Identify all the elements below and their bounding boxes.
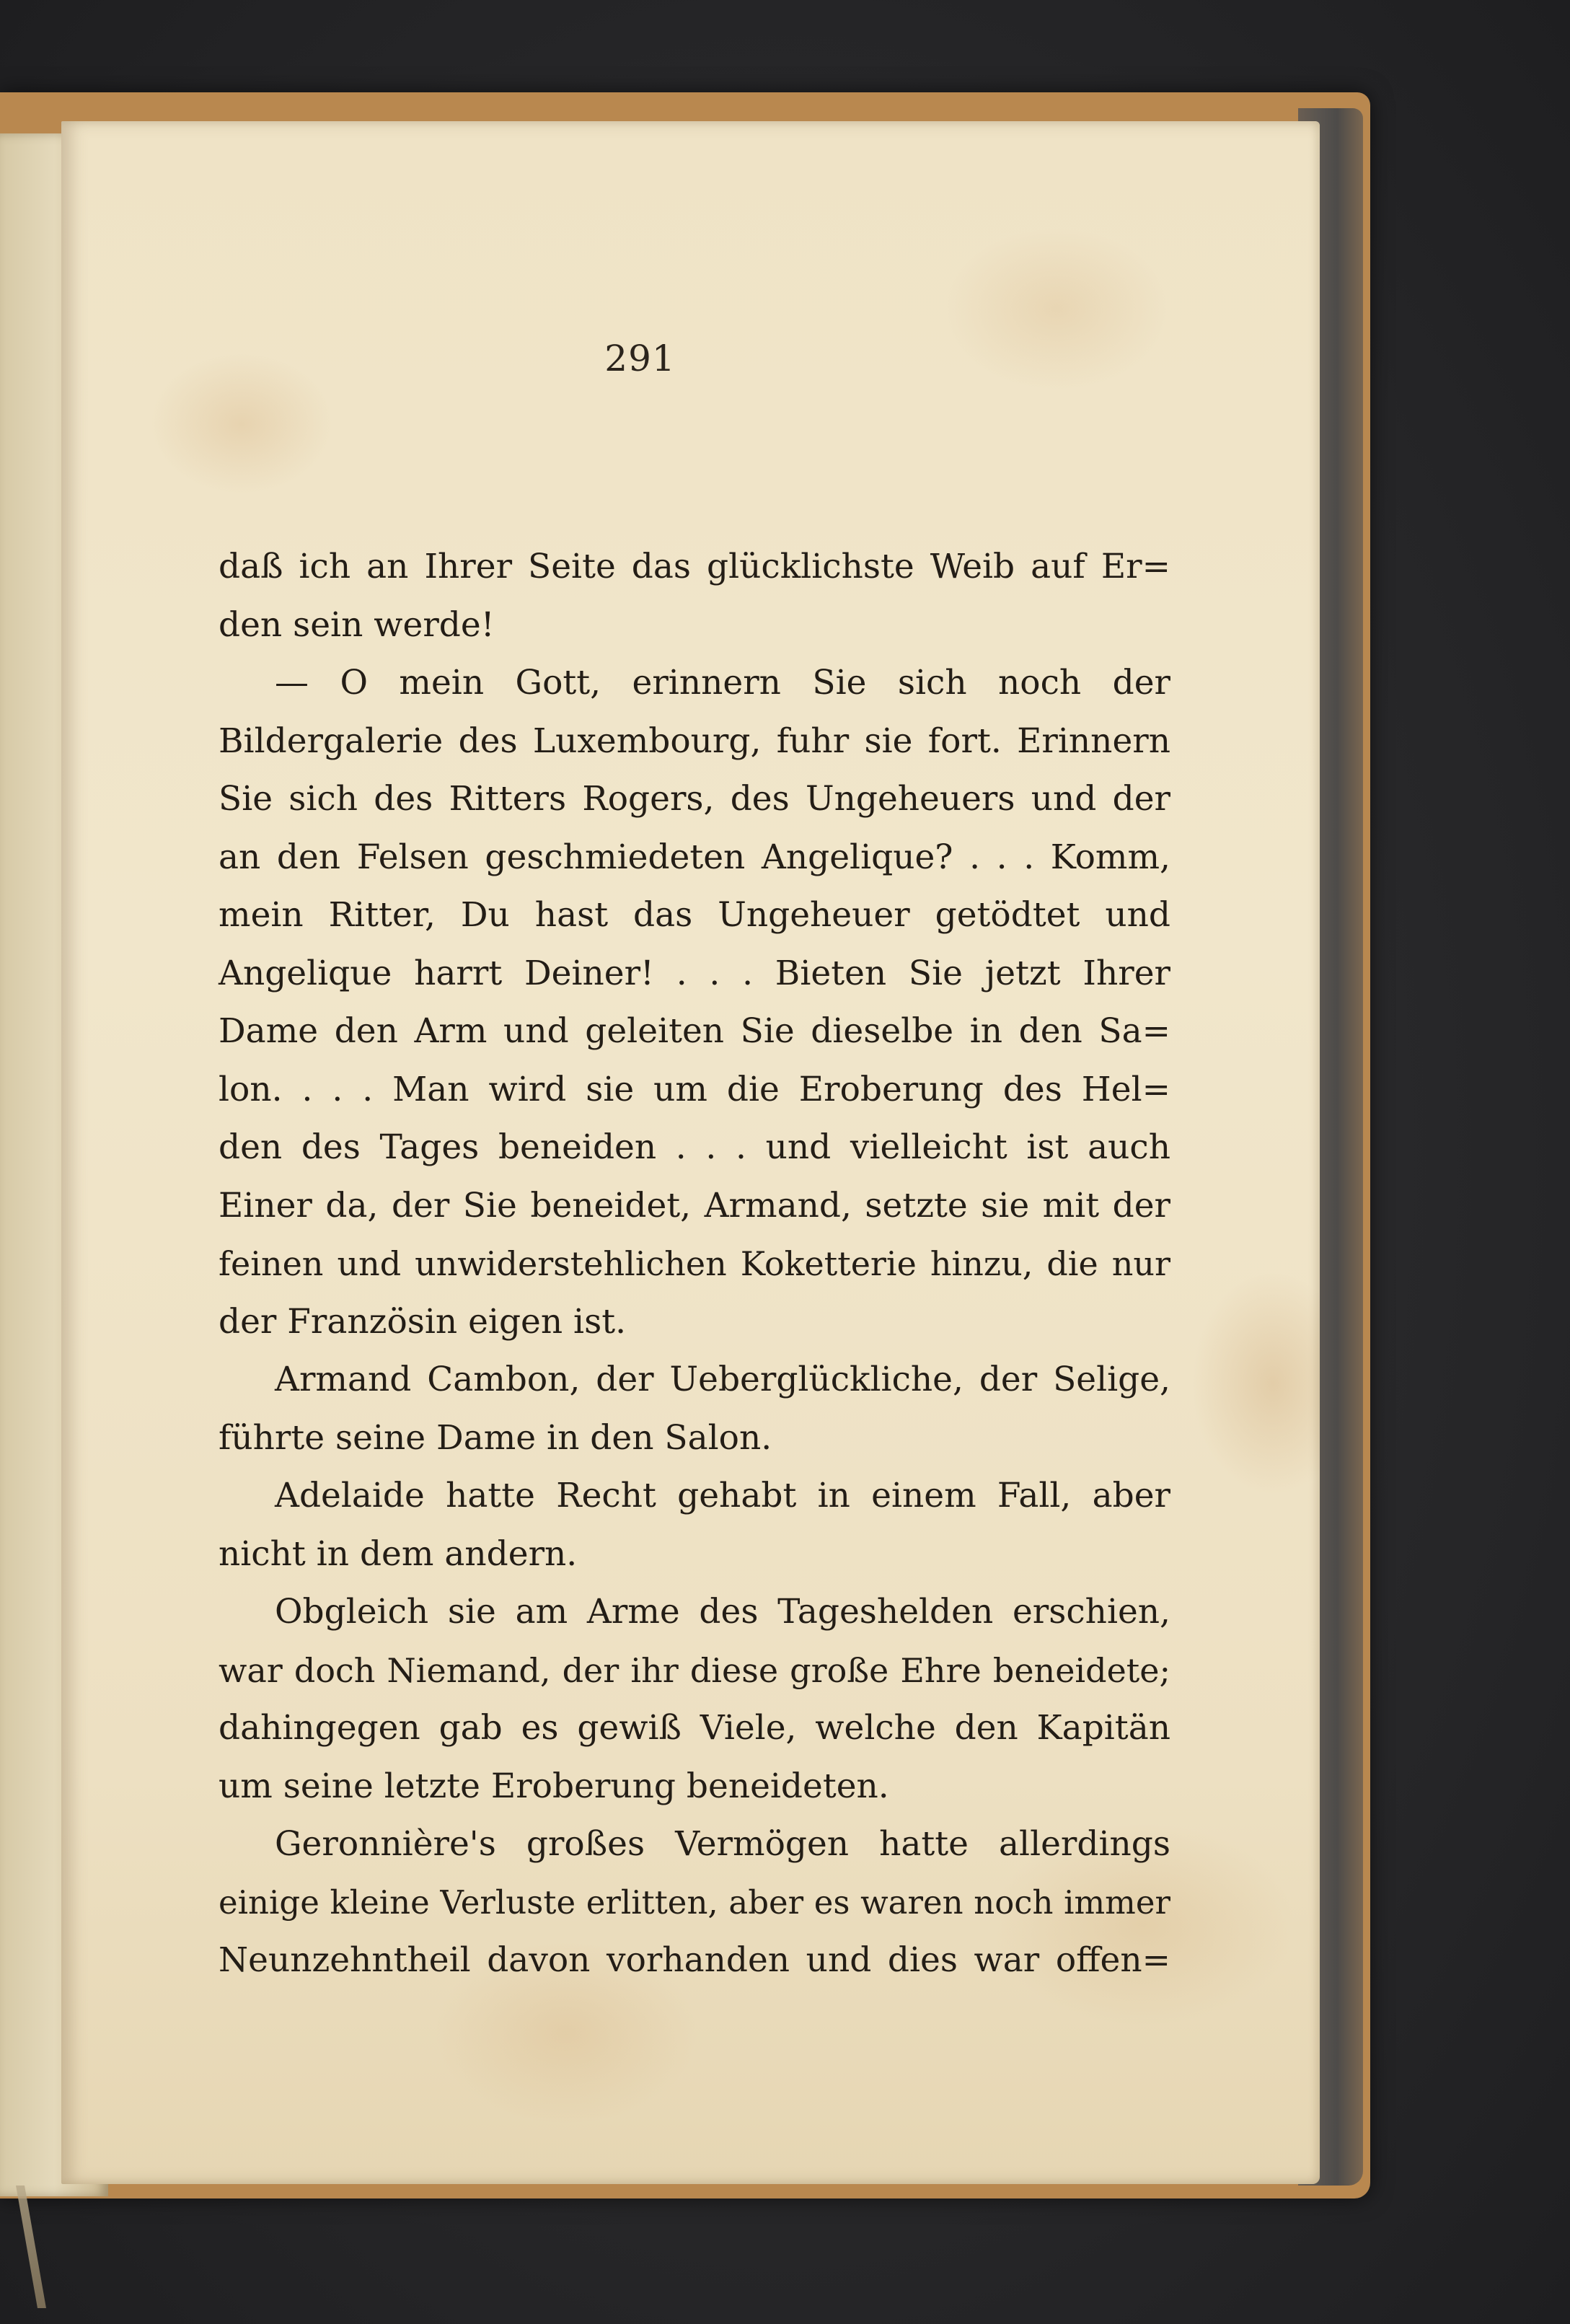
- text-line: der Französin eigen ist.: [219, 1301, 627, 1342]
- text-line: dahingegen gab es gewiß Viele, welche den Kapitän: [219, 1708, 1170, 1748]
- text-line: Sie sich des Ritters Rogers, des Ungeheuers und der: [219, 779, 1170, 819]
- text-line: um seine letzte Eroberung beneideten.: [219, 1766, 889, 1806]
- text-line: den des Tages beneiden . . . und vielleicht ist auch: [219, 1127, 1170, 1167]
- text-line: — O mein Gott, erinnern Sie sich noch der: [275, 663, 1170, 703]
- text-line: Bildergalerie des Luxembourg, fuhr sie fort. Erinnern: [219, 721, 1170, 761]
- text-line: führte seine Dame in den Salon.: [219, 1417, 772, 1458]
- bookmark-thread: [7, 2186, 50, 2308]
- text-line: lon. . . . Man wird sie um die Eroberung des Hel=: [219, 1069, 1170, 1109]
- text-line: Obgleich sie am Arme des Tageshelden erschien,: [275, 1592, 1170, 1632]
- text-line: Einer da, der Sie beneidet, Armand, setzte sie mit der: [219, 1185, 1170, 1225]
- text-line: mein Ritter, Du hast das Ungeheuer getödtet und: [219, 895, 1170, 935]
- text-line: Armand Cambon, der Ueberglückliche, der Selige,: [275, 1360, 1170, 1399]
- text-line: an den Felsen geschmiedeten Angelique? . . . Komm,: [219, 837, 1170, 877]
- book-page: [61, 121, 1320, 2184]
- text-line: Geronnière's großes Vermögen hatte allerdings: [275, 1824, 1170, 1864]
- page-number: 291: [604, 338, 676, 379]
- text-line: Adelaide hatte Recht gehabt in einem Fall, aber: [275, 1476, 1170, 1515]
- text-line: einige kleine Verluste erlitten, aber es waren noch immer: [219, 1883, 1170, 1922]
- text-line: den sein werde!: [219, 604, 495, 645]
- text-line: daß ich an Ihrer Seite das glücklichste Weib auf Er=: [219, 547, 1170, 586]
- text-line: Dame den Arm und geleiten Sie dieselbe in den Sa=: [219, 1011, 1170, 1051]
- text-line: war doch Niemand, der ihr diese große Ehre beneidete;: [219, 1650, 1170, 1690]
- text-line: feinen und unwiderstehlichen Koketterie hinzu, die nur: [219, 1244, 1170, 1283]
- text-line: Angelique harrt Deiner! . . . Bieten Sie jetzt Ihrer: [219, 953, 1170, 993]
- text-line: nicht in dem andern.: [219, 1533, 578, 1574]
- text-line: Neunzehntheil davon vorhanden und dies war offen=: [219, 1940, 1170, 1980]
- body-text: [219, 538, 1170, 1990]
